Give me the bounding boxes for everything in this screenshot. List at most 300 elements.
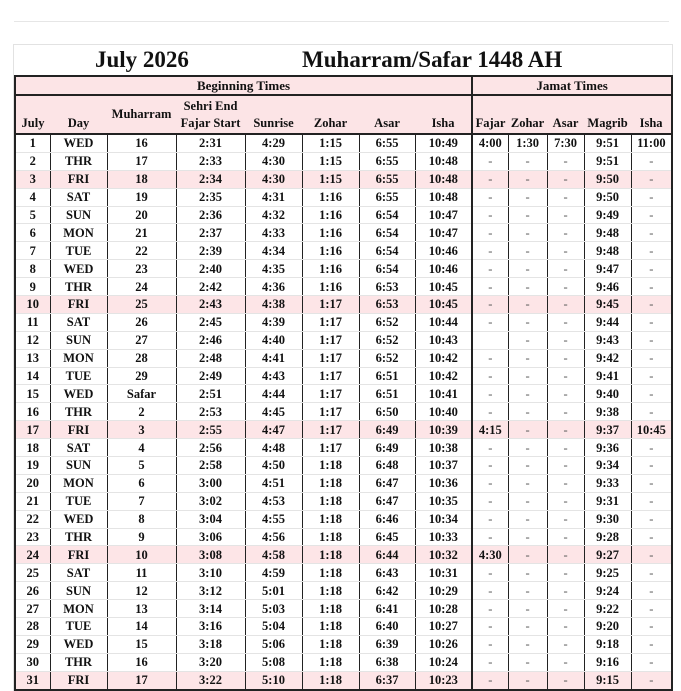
cell-jamat-zohar: -: [508, 653, 547, 671]
cell-day: THR: [50, 653, 107, 671]
cell-jamat-zohar: -: [508, 564, 547, 582]
cell-isha: 10:48: [415, 170, 472, 188]
cell-jamat-zohar: -: [508, 474, 547, 492]
cell-hijri: 22: [107, 242, 176, 260]
cell-day: MON: [50, 600, 107, 618]
table-row: [15, 296, 672, 314]
cell-asar: 6:49: [359, 439, 415, 457]
cell-jamat-fajar: -: [472, 367, 508, 385]
cell-sunrise: 4:31: [245, 188, 302, 206]
col-july: July: [15, 95, 50, 134]
cell-jamat-zohar: -: [508, 206, 547, 224]
cell-sunrise: 4:40: [245, 331, 302, 349]
cell-jamat-magrib: 9:46: [584, 278, 631, 296]
table-row: [15, 331, 672, 349]
cell-sunrise: 4:56: [245, 528, 302, 546]
cell-jamat-magrib: 9:22: [584, 600, 631, 618]
cell-sunrise: 4:48: [245, 439, 302, 457]
cell-day: THR: [50, 403, 107, 421]
cell-fajr-start: 3:20: [176, 653, 245, 671]
cell-asar: 6:52: [359, 331, 415, 349]
cell-asar: 6:52: [359, 349, 415, 367]
cell-jamat-magrib: 9:49: [584, 206, 631, 224]
cell-day: THR: [50, 528, 107, 546]
cell-jamat-isha: -: [631, 474, 672, 492]
cell-fajr-start: 2:53: [176, 403, 245, 421]
table-row: [15, 635, 672, 653]
cell-day: SAT: [50, 313, 107, 331]
cell-jamat-isha: -: [631, 653, 672, 671]
col-zohar: Zohar: [302, 95, 359, 134]
cell-date: 14: [15, 367, 50, 385]
cell-asar: 6:47: [359, 474, 415, 492]
cell-jamat-isha: -: [631, 296, 672, 314]
cell-jamat-asar: -: [547, 349, 584, 367]
cell-isha: 10:48: [415, 188, 472, 206]
col-sunrise: Sunrise: [245, 95, 302, 134]
cell-date: 31: [15, 671, 50, 689]
cell-hijri: 20: [107, 206, 176, 224]
cell-zohar: 1:15: [302, 152, 359, 170]
cell-zohar: 1:17: [302, 421, 359, 439]
cell-date: 1: [15, 134, 50, 152]
cell-jamat-isha: 10:45: [631, 421, 672, 439]
cell-jamat-asar: -: [547, 260, 584, 278]
table-row: [15, 564, 672, 582]
group-header-row: [15, 76, 672, 95]
cell-day: WED: [50, 635, 107, 653]
cell-jamat-fajar: -: [472, 385, 508, 403]
table-row: [15, 170, 672, 188]
cell-jamat-isha: -: [631, 331, 672, 349]
cell-jamat-zohar: 1:30: [508, 134, 547, 152]
col-jamat-asar: Asar: [547, 95, 584, 134]
cell-jamat-zohar: -: [508, 457, 547, 475]
cell-zohar: 1:16: [302, 242, 359, 260]
cell-jamat-zohar: -: [508, 600, 547, 618]
cell-jamat-asar: -: [547, 152, 584, 170]
cell-fajr-start: 2:51: [176, 385, 245, 403]
cell-sunrise: 4:53: [245, 492, 302, 510]
cell-hijri: 8: [107, 510, 176, 528]
cell-jamat-fajar: -: [472, 474, 508, 492]
cell-jamat-asar: 7:30: [547, 134, 584, 152]
cell-sunrise: 4:51: [245, 474, 302, 492]
cell-jamat-fajar: -: [472, 349, 508, 367]
cell-jamat-zohar: -: [508, 367, 547, 385]
cell-jamat-fajar: -: [472, 653, 508, 671]
cell-isha: 10:40: [415, 403, 472, 421]
cell-fajr-start: 2:58: [176, 457, 245, 475]
cell-asar: 6:39: [359, 635, 415, 653]
cell-zohar: 1:18: [302, 474, 359, 492]
cell-fajr-start: 2:49: [176, 367, 245, 385]
cell-fajr-start: 2:33: [176, 152, 245, 170]
cell-asar: 6:43: [359, 564, 415, 582]
cell-jamat-fajar: -: [472, 492, 508, 510]
table-row: [15, 474, 672, 492]
cell-day: SUN: [50, 331, 107, 349]
cell-isha: 10:27: [415, 618, 472, 636]
cell-date: 25: [15, 564, 50, 582]
cell-zohar: 1:18: [302, 528, 359, 546]
cell-zohar: 1:18: [302, 564, 359, 582]
cell-jamat-isha: -: [631, 564, 672, 582]
cell-date: 30: [15, 653, 50, 671]
cell-isha: 10:42: [415, 367, 472, 385]
cell-jamat-asar: -: [547, 367, 584, 385]
cell-asar: 6:48: [359, 457, 415, 475]
cell-asar: 6:49: [359, 421, 415, 439]
cell-day: TUE: [50, 492, 107, 510]
cell-zohar: 1:18: [302, 600, 359, 618]
cell-hijri: 17: [107, 671, 176, 689]
cell-day: WED: [50, 134, 107, 152]
table-row: [15, 671, 672, 689]
cell-fajr-start: 2:42: [176, 278, 245, 296]
beginning-times-header: Beginning Times: [15, 76, 472, 95]
cell-hijri: 17: [107, 152, 176, 170]
cell-sunrise: 5:06: [245, 635, 302, 653]
cell-jamat-fajar: -: [472, 457, 508, 475]
cell-day: SAT: [50, 188, 107, 206]
cell-jamat-zohar: -: [508, 349, 547, 367]
cell-isha: 10:26: [415, 635, 472, 653]
cell-jamat-asar: -: [547, 528, 584, 546]
cell-jamat-magrib: 9:38: [584, 403, 631, 421]
cell-jamat-asar: -: [547, 618, 584, 636]
cell-jamat-magrib: 9:16: [584, 653, 631, 671]
cell-date: 19: [15, 457, 50, 475]
cell-sunrise: 4:39: [245, 313, 302, 331]
cell-asar: 6:41: [359, 600, 415, 618]
cell-jamat-zohar: -: [508, 313, 547, 331]
cell-isha: 10:24: [415, 653, 472, 671]
table-row: [15, 278, 672, 296]
cell-jamat-zohar: -: [508, 296, 547, 314]
cell-sunrise: 4:55: [245, 510, 302, 528]
cell-hijri: 6: [107, 474, 176, 492]
cell-hijri: 18: [107, 170, 176, 188]
cell-isha: 10:44: [415, 313, 472, 331]
cell-hijri: 29: [107, 367, 176, 385]
cell-sunrise: 4:41: [245, 349, 302, 367]
cell-jamat-zohar: -: [508, 278, 547, 296]
cell-day: FRI: [50, 296, 107, 314]
cell-jamat-asar: -: [547, 385, 584, 403]
cell-isha: 10:36: [415, 474, 472, 492]
cell-jamat-asar: -: [547, 653, 584, 671]
cell-asar: 6:47: [359, 492, 415, 510]
col-muharram: Muharram: [107, 95, 176, 134]
cell-hijri: 19: [107, 188, 176, 206]
cell-jamat-isha: -: [631, 618, 672, 636]
cell-hijri: 15: [107, 635, 176, 653]
cell-fajr-start: 2:45: [176, 313, 245, 331]
cell-asar: 6:50: [359, 403, 415, 421]
cell-isha: 10:46: [415, 242, 472, 260]
cell-isha: 10:48: [415, 152, 472, 170]
cell-fajr-start: 3:02: [176, 492, 245, 510]
cell-jamat-magrib: 9:25: [584, 564, 631, 582]
cell-jamat-zohar: -: [508, 510, 547, 528]
month-title: July 2026: [15, 45, 302, 76]
cell-asar: 6:51: [359, 385, 415, 403]
cell-asar: 6:38: [359, 653, 415, 671]
cell-asar: 6:54: [359, 242, 415, 260]
cell-fajr-start: 3:10: [176, 564, 245, 582]
cell-isha: 10:43: [415, 331, 472, 349]
cell-fajr-start: 2:46: [176, 331, 245, 349]
cell-date: 27: [15, 600, 50, 618]
cell-zohar: 1:16: [302, 206, 359, 224]
cell-asar: 6:55: [359, 134, 415, 152]
col-sehri-line1: Sehri End: [183, 99, 238, 113]
cell-sunrise: 4:44: [245, 385, 302, 403]
cell-date: 21: [15, 492, 50, 510]
cell-date: 18: [15, 439, 50, 457]
cell-jamat-fajar: 4:15: [472, 421, 508, 439]
cell-jamat-fajar: -: [472, 618, 508, 636]
cell-asar: 6:54: [359, 206, 415, 224]
cell-hijri: 11: [107, 564, 176, 582]
jamat-times-header: Jamat Times: [472, 76, 672, 95]
cell-asar: 6:55: [359, 170, 415, 188]
col-day: Day: [50, 95, 107, 134]
cell-jamat-asar: -: [547, 457, 584, 475]
cell-jamat-fajar: -: [472, 242, 508, 260]
cell-jamat-fajar: -: [472, 528, 508, 546]
cell-jamat-fajar: -: [472, 313, 508, 331]
table-row: [15, 313, 672, 331]
cell-day: MON: [50, 224, 107, 242]
cell-jamat-asar: -: [547, 224, 584, 242]
cell-jamat-magrib: 9:50: [584, 170, 631, 188]
cell-zohar: 1:17: [302, 313, 359, 331]
cell-sunrise: 4:58: [245, 546, 302, 564]
cell-isha: 10:47: [415, 206, 472, 224]
cell-jamat-asar: -: [547, 600, 584, 618]
cell-jamat-magrib: 9:45: [584, 296, 631, 314]
table-row: [15, 260, 672, 278]
cell-day: FRI: [50, 421, 107, 439]
cell-sunrise: 4:45: [245, 403, 302, 421]
cell-zohar: 1:18: [302, 635, 359, 653]
page-divider: [14, 21, 669, 22]
timetable-body: [15, 134, 672, 690]
cell-sunrise: 5:04: [245, 618, 302, 636]
cell-jamat-asar: -: [547, 170, 584, 188]
cell-jamat-asar: -: [547, 331, 584, 349]
cell-zohar: 1:18: [302, 492, 359, 510]
cell-date: 7: [15, 242, 50, 260]
cell-jamat-isha: -: [631, 313, 672, 331]
cell-date: 6: [15, 224, 50, 242]
cell-zohar: 1:15: [302, 134, 359, 152]
col-asar: Asar: [359, 95, 415, 134]
cell-jamat-fajar: -: [472, 403, 508, 421]
cell-fajr-start: 2:56: [176, 439, 245, 457]
cell-isha: 10:46: [415, 260, 472, 278]
cell-date: 2: [15, 152, 50, 170]
cell-date: 10: [15, 296, 50, 314]
cell-asar: 6:46: [359, 510, 415, 528]
cell-jamat-asar: -: [547, 439, 584, 457]
cell-asar: 6:42: [359, 582, 415, 600]
table-row: [15, 188, 672, 206]
cell-isha: 10:28: [415, 600, 472, 618]
cell-fajr-start: 3:14: [176, 600, 245, 618]
cell-isha: 10:45: [415, 296, 472, 314]
cell-asar: 6:54: [359, 224, 415, 242]
cell-asar: 6:51: [359, 367, 415, 385]
cell-day: TUE: [50, 367, 107, 385]
cell-jamat-asar: -: [547, 564, 584, 582]
cell-sunrise: 4:36: [245, 278, 302, 296]
cell-isha: 10:32: [415, 546, 472, 564]
cell-isha: 10:31: [415, 564, 472, 582]
cell-jamat-fajar: -: [472, 600, 508, 618]
cell-jamat-magrib: 9:42: [584, 349, 631, 367]
cell-jamat-isha: 11:00: [631, 134, 672, 152]
cell-asar: 6:55: [359, 188, 415, 206]
cell-jamat-zohar: -: [508, 403, 547, 421]
cell-jamat-magrib: 9:20: [584, 618, 631, 636]
cell-jamat-asar: -: [547, 403, 584, 421]
cell-jamat-zohar: -: [508, 582, 547, 600]
cell-jamat-asar: -: [547, 474, 584, 492]
cell-jamat-magrib: 9:44: [584, 313, 631, 331]
cell-zohar: 1:16: [302, 188, 359, 206]
cell-jamat-zohar: -: [508, 671, 547, 689]
cell-fajr-start: 3:18: [176, 635, 245, 653]
cell-isha: 10:49: [415, 134, 472, 152]
cell-fajr-start: 3:16: [176, 618, 245, 636]
table-row: [15, 528, 672, 546]
cell-day: SAT: [50, 439, 107, 457]
cell-jamat-asar: -: [547, 635, 584, 653]
cell-asar: 6:55: [359, 152, 415, 170]
cell-fajr-start: 2:40: [176, 260, 245, 278]
cell-jamat-fajar: -: [472, 260, 508, 278]
cell-hijri: 13: [107, 600, 176, 618]
cell-jamat-magrib: 9:30: [584, 510, 631, 528]
table-row: [15, 134, 672, 152]
cell-hijri: 26: [107, 313, 176, 331]
cell-zohar: 1:17: [302, 349, 359, 367]
cell-jamat-zohar: -: [508, 421, 547, 439]
cell-jamat-asar: -: [547, 296, 584, 314]
cell-fajr-start: 2:55: [176, 421, 245, 439]
cell-jamat-zohar: -: [508, 331, 547, 349]
cell-hijri: 7: [107, 492, 176, 510]
prayer-timetable: [14, 45, 673, 691]
cell-sunrise: 4:59: [245, 564, 302, 582]
cell-jamat-magrib: 9:31: [584, 492, 631, 510]
cell-jamat-asar: -: [547, 421, 584, 439]
cell-date: 3: [15, 170, 50, 188]
cell-zohar: 1:18: [302, 671, 359, 689]
cell-fajr-start: 3:04: [176, 510, 245, 528]
cell-day: MON: [50, 349, 107, 367]
cell-sunrise: 4:50: [245, 457, 302, 475]
cell-day: FRI: [50, 546, 107, 564]
col-jamat-zohar: Zohar: [508, 95, 547, 134]
cell-date: 17: [15, 421, 50, 439]
cell-jamat-asar: -: [547, 206, 584, 224]
hijri-title: Muharram/Safar 1448 AH: [302, 45, 672, 76]
cell-jamat-magrib: 9:50: [584, 188, 631, 206]
cell-date: 12: [15, 331, 50, 349]
cell-day: SUN: [50, 457, 107, 475]
cell-jamat-magrib: 9:48: [584, 242, 631, 260]
cell-jamat-fajar: -: [472, 278, 508, 296]
cell-isha: 10:23: [415, 671, 472, 689]
cell-date: 9: [15, 278, 50, 296]
cell-jamat-isha: -: [631, 528, 672, 546]
cell-zohar: 1:16: [302, 260, 359, 278]
cell-date: 20: [15, 474, 50, 492]
table-row: [15, 152, 672, 170]
cell-hijri: 23: [107, 260, 176, 278]
cell-jamat-magrib: 9:51: [584, 134, 631, 152]
cell-zohar: 1:17: [302, 403, 359, 421]
cell-isha: 10:41: [415, 385, 472, 403]
col-sehri-line2: Fajar Start: [180, 116, 241, 130]
cell-date: 23: [15, 528, 50, 546]
cell-jamat-isha: -: [631, 457, 672, 475]
cell-zohar: 1:17: [302, 367, 359, 385]
table-row: [15, 600, 672, 618]
cell-sunrise: 5:08: [245, 653, 302, 671]
cell-day: THR: [50, 278, 107, 296]
cell-jamat-magrib: 9:43: [584, 331, 631, 349]
cell-hijri: 14: [107, 618, 176, 636]
cell-jamat-fajar: -: [472, 439, 508, 457]
cell-hijri: 12: [107, 582, 176, 600]
cell-jamat-fajar: -: [472, 635, 508, 653]
cell-date: 22: [15, 510, 50, 528]
cell-jamat-isha: -: [631, 367, 672, 385]
cell-jamat-magrib: 9:51: [584, 152, 631, 170]
cell-jamat-fajar: 4:30: [472, 546, 508, 564]
cell-fajr-start: 2:43: [176, 296, 245, 314]
cell-jamat-asar: -: [547, 671, 584, 689]
cell-zohar: 1:17: [302, 296, 359, 314]
column-header-row: [15, 95, 672, 134]
col-sehri-fajar: [176, 95, 245, 134]
cell-jamat-isha: -: [631, 152, 672, 170]
cell-jamat-fajar: 4:00: [472, 134, 508, 152]
cell-sunrise: 4:33: [245, 224, 302, 242]
cell-asar: 6:52: [359, 313, 415, 331]
cell-jamat-magrib: 9:41: [584, 367, 631, 385]
cell-jamat-fajar: [472, 331, 508, 349]
cell-jamat-isha: -: [631, 492, 672, 510]
cell-zohar: 1:16: [302, 278, 359, 296]
cell-fajr-start: 3:12: [176, 582, 245, 600]
cell-date: 4: [15, 188, 50, 206]
cell-sunrise: 4:35: [245, 260, 302, 278]
col-jamat-magrib: Magrib: [584, 95, 631, 134]
cell-hijri: 10: [107, 546, 176, 564]
cell-jamat-asar: -: [547, 546, 584, 564]
cell-day: THR: [50, 152, 107, 170]
cell-jamat-zohar: -: [508, 188, 547, 206]
cell-jamat-isha: -: [631, 671, 672, 689]
cell-jamat-fajar: -: [472, 671, 508, 689]
cell-jamat-asar: -: [547, 492, 584, 510]
